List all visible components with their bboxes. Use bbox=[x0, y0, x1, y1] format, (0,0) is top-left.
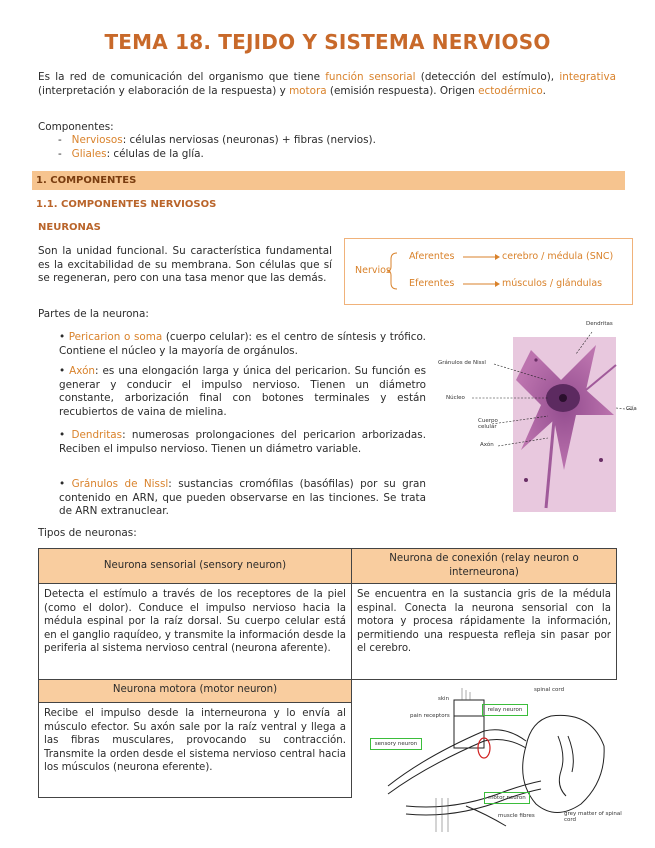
aferentes-label: Aferentes bbox=[409, 251, 455, 262]
table-cell-motora: Recibe el impulso desde la interneurona y lo envía al músculo efector. Su axón sale por la raíz ventral y llega a las fibras musculares, provocando su contracción. Transmite la orden desde el sistema nervioso central hacia los músculos (neurona eferente). bbox=[38, 702, 352, 798]
label-glia: Glía bbox=[626, 406, 637, 412]
componentes-label: Componentes: bbox=[38, 121, 114, 133]
table-header-conexion: Neurona de conexión (relay neuron o interneurona) bbox=[351, 548, 617, 584]
tipos-label: Tipos de neuronas: bbox=[38, 527, 137, 539]
list-item: • Axón: es una elongación larga y única del pericarion. Su función es generar y conducir el impulso nervioso. Tienen un diámetro constante, arborización final con botones terminales y están recubiertos de vaina de mielina. bbox=[59, 365, 426, 418]
neuronas-heading: NEURONAS bbox=[38, 222, 101, 233]
eferentes-target: músculos / glándulas bbox=[502, 278, 603, 289]
label-spinal-cord: spinal cord bbox=[534, 687, 565, 693]
list-item: • Gránulos de Nissl: sustancias cromófilas (basófilas) por su gran contenido en ARN, que pueden observarse en las tinciones. Se trata de ARN extranuclear. bbox=[59, 478, 426, 518]
list-item: - Gliales: células de la glía. bbox=[58, 147, 204, 160]
table-header-sensorial: Neurona sensorial (sensory neuron) bbox=[38, 548, 352, 584]
list-item: - Nerviosos: células nerviosas (neuronas) + fibras (nervios). bbox=[58, 134, 376, 146]
neuron-micrograph-image bbox=[436, 320, 640, 518]
label-sensory-neuron: sensory neuron bbox=[370, 738, 422, 750]
table-header-motora: Neurona motora (motor neuron) bbox=[38, 679, 352, 703]
nervios-diagram bbox=[344, 238, 633, 305]
neuron-micrograph bbox=[436, 320, 640, 518]
section-heading-componentes: 1. COMPONENTES bbox=[32, 171, 625, 190]
table-cell-sensorial: Detecta el estímulo a través de los receptores de la piel (como el dolor). Conduce el impulso nervioso hacia la médula espinal por la raíz dorsal. Su cuerpo celular está en el ganglio raquídeo, y transmite la información desde la periferia al sistema nervioso central (neurona aferente). bbox=[38, 583, 352, 680]
aferentes-target: cerebro / médula (SNC) bbox=[502, 251, 614, 262]
label-nissl: Gránulos de Nissl bbox=[438, 360, 486, 366]
reflex-arc-diagram bbox=[366, 686, 630, 832]
label-grey-matter: grey matter of spinal cord bbox=[564, 811, 622, 823]
label-motor-neuron: motor neuron bbox=[484, 792, 530, 804]
label-relay-neuron: relay neuron bbox=[482, 704, 528, 716]
label-pain-receptors: pain receptors bbox=[410, 713, 450, 719]
intro-paragraph: Es la red de comunicación del organismo que tiene función sensorial (detección del estímulo), integrativa (interpretación y elaboración de la respuesta) y motora (emisión respuesta). Origen ectodérmico. bbox=[38, 71, 616, 97]
list-item: • Pericarion o soma (cuerpo celular): es el centro de síntesis y trófico. Contiene el núcleo y la mayoría de orgánulos. bbox=[59, 331, 426, 357]
partes-label: Partes de la neurona: bbox=[38, 308, 149, 320]
table-cell-conexion: Se encuentra en la sustancia gris de la médula espinal. Conecta la neurona sensorial con la motora y procesa rápidamente la información, permitiendo una respuesta refleja sin pasar por el cerebro. bbox=[351, 583, 617, 680]
label-axon: Axón bbox=[480, 442, 494, 448]
term-integrativa: integrativa bbox=[559, 71, 616, 83]
list-item: • Dendritas: numerosas prolongaciones del pericarion arborizadas. Reciben el impulso nervioso. Tienen un diámetro variable. bbox=[59, 429, 427, 455]
term-motora: motora bbox=[289, 84, 327, 97]
term-ectodermico: ectodérmico bbox=[478, 84, 543, 97]
componentes-list bbox=[58, 134, 376, 161]
subsection-heading: 1.1. COMPONENTES NERVIOSOS bbox=[36, 199, 217, 210]
label-skin: skin bbox=[438, 696, 450, 702]
nervios-root: Nervios bbox=[355, 265, 391, 276]
label-dendritas: Dendritas bbox=[586, 321, 613, 327]
eferentes-label: Eferentes bbox=[409, 278, 455, 289]
label-nucleo: Núcleo bbox=[446, 395, 465, 401]
label-muscle-fibres: muscle fibres bbox=[498, 813, 535, 819]
neuronas-paragraph: Son la unidad funcional. Su característica fundamental es la excitabilidad de su membrana. Son células que sí se regeneran, pero con una tasa menor que las demás. bbox=[38, 245, 332, 285]
label-cuerpo: Cuerpo celular bbox=[478, 418, 498, 430]
term-sensorial: función sensorial bbox=[325, 71, 416, 83]
page-title: TEMA 18. TEJIDO Y SISTEMA NERVIOSO bbox=[104, 30, 551, 54]
